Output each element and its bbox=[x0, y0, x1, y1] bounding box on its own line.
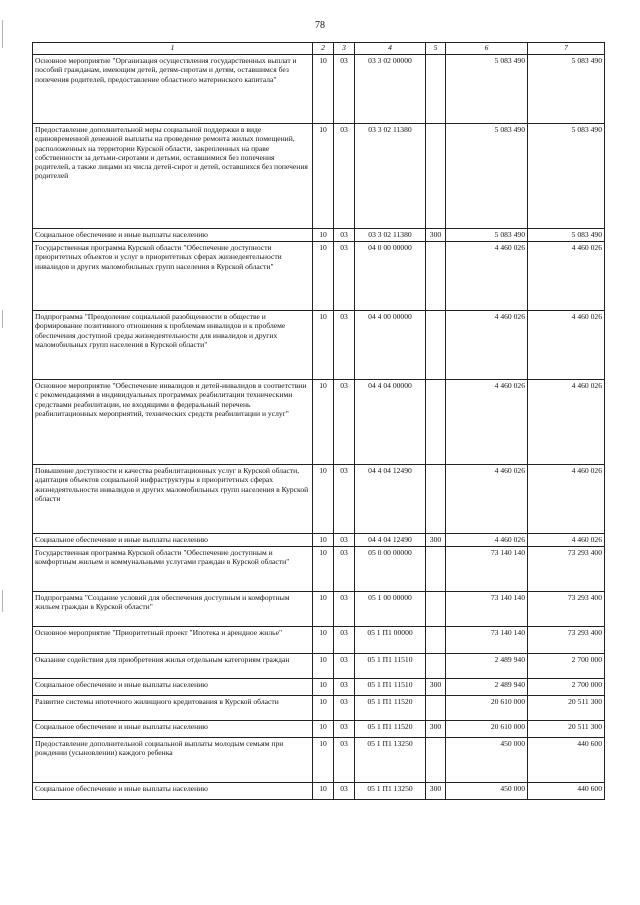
section-cell: 10 bbox=[313, 311, 334, 380]
subsection-cell: 03 bbox=[334, 679, 355, 696]
item-name-cell: Подпрограмма "Создание условий для обеспечения доступным и комфортным жильем граждан в Курской области" bbox=[33, 592, 313, 627]
header-row bbox=[33, 43, 605, 55]
amount-year-1-cell: 5 083 490 bbox=[446, 55, 528, 124]
header-cell: 5 bbox=[426, 43, 446, 55]
amount-year-1-cell: 5 083 490 bbox=[446, 124, 528, 229]
section-cell: 10 bbox=[313, 627, 334, 654]
expense-type-cell bbox=[426, 738, 446, 783]
amount-year-1-cell: 73 140 140 bbox=[446, 627, 528, 654]
amount-year-2-cell: 440 600 bbox=[528, 783, 605, 800]
subsection-cell: 03 bbox=[334, 738, 355, 783]
target-article-cell: 04 4 00 00000 bbox=[355, 311, 426, 380]
amount-year-2-cell: 73 293 400 bbox=[528, 627, 605, 654]
amount-year-2-cell: 2 700 000 bbox=[528, 654, 605, 679]
amount-year-2-cell: 4 460 026 bbox=[528, 534, 605, 547]
item-name-cell: Основное мероприятие "Организация осуществления государственных выплат и пособий гражданам, имеющим детей, детям-сиротам и детям, оставшимся без попечения родителей, предоставление областного материнского капитала" bbox=[33, 55, 313, 124]
item-name-cell: Государственная программа Курской области "Обеспечение доступным и комфортным жильем и коммунальными услугами граждан в Курской области" bbox=[33, 547, 313, 592]
item-name-cell: Социальное обеспечение и иные выплаты населению bbox=[33, 783, 313, 800]
item-name-cell: Основное мероприятие "Приоритетный проект "Ипотека и арендное жилье" bbox=[33, 627, 313, 654]
amount-year-2-cell: 4 460 026 bbox=[528, 465, 605, 534]
table-row bbox=[33, 679, 605, 696]
table-row bbox=[33, 55, 605, 124]
table-row bbox=[33, 311, 605, 380]
amount-year-2-cell: 20 511 300 bbox=[528, 696, 605, 721]
table-row bbox=[33, 534, 605, 547]
amount-year-2-cell: 73 293 400 bbox=[528, 547, 605, 592]
subsection-cell: 03 bbox=[334, 654, 355, 679]
expense-type-cell bbox=[426, 124, 446, 229]
expense-type-cell bbox=[426, 465, 446, 534]
item-name-cell: Развитие системы ипотечного жилищного кредитования в Курской области bbox=[33, 696, 313, 721]
table-row bbox=[33, 696, 605, 721]
amount-year-1-cell: 5 083 490 bbox=[446, 229, 528, 242]
amount-year-1-cell: 4 460 026 bbox=[446, 242, 528, 311]
section-cell: 10 bbox=[313, 242, 334, 311]
subsection-cell: 03 bbox=[334, 242, 355, 311]
subsection-cell: 03 bbox=[334, 721, 355, 738]
target-article-cell: 04 4 04 12490 bbox=[355, 534, 426, 547]
amount-year-2-cell: 73 293 400 bbox=[528, 592, 605, 627]
item-name-cell: Предоставление дополнительной меры социальной поддержки в виде единовременной денежной выплаты на проведение ремонта жилых помещений, расположенных на территории Курской области, закрепленных на праве собственности за детьми-сиротами и детьми, оставшимися без попечения родителей, а также лицами из числа детей-сирот и детей, оставшихся без попечения родителей bbox=[33, 124, 313, 229]
section-cell: 10 bbox=[313, 547, 334, 592]
amount-year-2-cell: 4 460 026 bbox=[528, 311, 605, 380]
expense-type-cell: 300 bbox=[426, 679, 446, 696]
header-cell: 1 bbox=[33, 43, 313, 55]
expense-type-cell: 300 bbox=[426, 534, 446, 547]
table-row bbox=[33, 465, 605, 534]
expense-type-cell: 300 bbox=[426, 229, 446, 242]
amount-year-2-cell: 4 460 026 bbox=[528, 242, 605, 311]
table-row bbox=[33, 654, 605, 679]
amount-year-1-cell: 4 460 026 bbox=[446, 380, 528, 465]
table-row bbox=[33, 738, 605, 783]
amount-year-1-cell: 73 140 140 bbox=[446, 547, 528, 592]
target-article-cell: 03 3 02 11380 bbox=[355, 229, 426, 242]
item-name-cell: Социальное обеспечение и иные выплаты населению bbox=[33, 534, 313, 547]
amount-year-2-cell: 5 083 490 bbox=[528, 55, 605, 124]
amount-year-2-cell: 440 600 bbox=[528, 738, 605, 783]
section-cell: 10 bbox=[313, 534, 334, 547]
target-article-cell: 05 1 П1 11510 bbox=[355, 654, 426, 679]
target-article-cell: 05 1 П1 11510 bbox=[355, 679, 426, 696]
section-cell: 10 bbox=[313, 654, 334, 679]
target-article-cell: 05 1 П1 11520 bbox=[355, 696, 426, 721]
section-cell: 10 bbox=[313, 465, 334, 534]
expense-type-cell: 300 bbox=[426, 721, 446, 738]
amount-year-1-cell: 4 460 026 bbox=[446, 534, 528, 547]
expense-type-cell bbox=[426, 242, 446, 311]
target-article-cell: 04 4 04 12490 bbox=[355, 465, 426, 534]
header-cell: 6 bbox=[446, 43, 528, 55]
amount-year-1-cell: 20 610 000 bbox=[446, 696, 528, 721]
target-article-cell: 05 1 П1 13250 bbox=[355, 783, 426, 800]
target-article-cell: 05 1 00 00000 bbox=[355, 592, 426, 627]
amount-year-1-cell: 450 000 bbox=[446, 738, 528, 783]
amount-year-1-cell: 2 489 940 bbox=[446, 654, 528, 679]
expense-type-cell bbox=[426, 696, 446, 721]
subsection-cell: 03 bbox=[334, 380, 355, 465]
expense-type-cell bbox=[426, 627, 446, 654]
subsection-cell: 03 bbox=[334, 229, 355, 242]
subsection-cell: 03 bbox=[334, 783, 355, 800]
page-number: 78 bbox=[315, 20, 325, 31]
section-cell: 10 bbox=[313, 738, 334, 783]
amount-year-1-cell: 4 460 026 bbox=[446, 311, 528, 380]
amount-year-1-cell: 20 610 000 bbox=[446, 721, 528, 738]
item-name-cell: Государственная программа Курской области "Обеспечение доступности приоритетных объектов и услуг в приоритетных сферах жизнедеятельности инвалидов и других маломобильных групп населения в Курской области" bbox=[33, 242, 313, 311]
target-article-cell: 05 1 П1 11520 bbox=[355, 721, 426, 738]
expense-type-cell bbox=[426, 380, 446, 465]
table-row bbox=[33, 592, 605, 627]
budget-table bbox=[32, 42, 605, 800]
expense-type-cell bbox=[426, 547, 446, 592]
target-article-cell: 04 4 04 00000 bbox=[355, 380, 426, 465]
subsection-cell: 03 bbox=[334, 627, 355, 654]
amount-year-1-cell: 2 489 940 bbox=[446, 679, 528, 696]
amount-year-2-cell: 5 083 490 bbox=[528, 124, 605, 229]
expense-type-cell bbox=[426, 592, 446, 627]
section-cell: 10 bbox=[313, 380, 334, 465]
section-cell: 10 bbox=[313, 55, 334, 124]
section-cell: 10 bbox=[313, 679, 334, 696]
subsection-cell: 03 bbox=[334, 534, 355, 547]
section-cell: 10 bbox=[313, 783, 334, 800]
amount-year-2-cell: 4 460 026 bbox=[528, 380, 605, 465]
subsection-cell: 03 bbox=[334, 55, 355, 124]
expense-type-cell bbox=[426, 654, 446, 679]
amount-year-2-cell: 2 700 000 bbox=[528, 679, 605, 696]
expense-type-cell: 300 bbox=[426, 783, 446, 800]
table-row bbox=[33, 627, 605, 654]
section-cell: 10 bbox=[313, 721, 334, 738]
item-name-cell: Социальное обеспечение и иные выплаты населению bbox=[33, 229, 313, 242]
subsection-cell: 03 bbox=[334, 696, 355, 721]
target-article-cell: 03 3 02 00000 bbox=[355, 55, 426, 124]
section-cell: 10 bbox=[313, 229, 334, 242]
table-row bbox=[33, 380, 605, 465]
subsection-cell: 03 bbox=[334, 311, 355, 380]
amount-year-2-cell: 5 083 490 bbox=[528, 229, 605, 242]
table-row bbox=[33, 229, 605, 242]
table-row bbox=[33, 124, 605, 229]
target-article-cell: 04 0 00 00000 bbox=[355, 242, 426, 311]
subsection-cell: 03 bbox=[334, 547, 355, 592]
expense-type-cell bbox=[426, 311, 446, 380]
item-name-cell: Основное мероприятие "Обеспечение инвалидов и детей-инвалидов в соответствии с рекомендациями в индивидуальных программах реабилитации техническими средствами реабилитации, не входящими в федеральный перечень реабилитационных мероприятий, технических средств реабилитации и услуг" bbox=[33, 380, 313, 465]
subsection-cell: 03 bbox=[334, 592, 355, 627]
section-cell: 10 bbox=[313, 124, 334, 229]
item-name-cell: Повышение доступности и качества реабилитационных услуг в Курской области, адаптация объектов социальной инфраструктуры в приоритетных сферах жизнедеятельности инвалидов и других маломобильных групп населения в Курской области bbox=[33, 465, 313, 534]
target-article-cell: 03 3 02 11380 bbox=[355, 124, 426, 229]
expense-type-cell bbox=[426, 55, 446, 124]
item-name-cell: Социальное обеспечение и иные выплаты населению bbox=[33, 721, 313, 738]
table-row bbox=[33, 721, 605, 738]
table-row bbox=[33, 783, 605, 800]
amount-year-2-cell: 20 511 300 bbox=[528, 721, 605, 738]
amount-year-1-cell: 450 000 bbox=[446, 783, 528, 800]
header-cell: 4 bbox=[355, 43, 426, 55]
item-name-cell: Подпрограмма "Преодоление социальной разобщенности в обществе и формирование позитивного отношения к проблемам инвалидов и к проблеме обеспечения доступной среды жизнедеятельности для инвалидов и других маломобильных групп населения в Курской области" bbox=[33, 311, 313, 380]
section-cell: 10 bbox=[313, 592, 334, 627]
scan-edge-mark bbox=[2, 310, 3, 328]
header-cell: 2 bbox=[313, 43, 334, 55]
amount-year-1-cell: 73 140 140 bbox=[446, 592, 528, 627]
header-cell: 3 bbox=[334, 43, 355, 55]
subsection-cell: 03 bbox=[334, 124, 355, 229]
table-row bbox=[33, 547, 605, 592]
target-article-cell: 05 1 П1 00000 bbox=[355, 627, 426, 654]
header-cell: 7 bbox=[528, 43, 605, 55]
subsection-cell: 03 bbox=[334, 465, 355, 534]
item-name-cell: Оказание содействия для приобретения жилья отдельным категориям граждан bbox=[33, 654, 313, 679]
table-row bbox=[33, 242, 605, 311]
target-article-cell: 05 1 П1 13250 bbox=[355, 738, 426, 783]
section-cell: 10 bbox=[313, 696, 334, 721]
item-name-cell: Социальное обеспечение и иные выплаты населению bbox=[33, 679, 313, 696]
item-name-cell: Предоставление дополнительной социальной выплаты молодым семьям при рождении (усыновлении) каждого ребенка bbox=[33, 738, 313, 783]
target-article-cell: 05 0 00 00000 bbox=[355, 547, 426, 592]
scan-edge-mark bbox=[2, 590, 3, 612]
amount-year-1-cell: 4 460 026 bbox=[446, 465, 528, 534]
